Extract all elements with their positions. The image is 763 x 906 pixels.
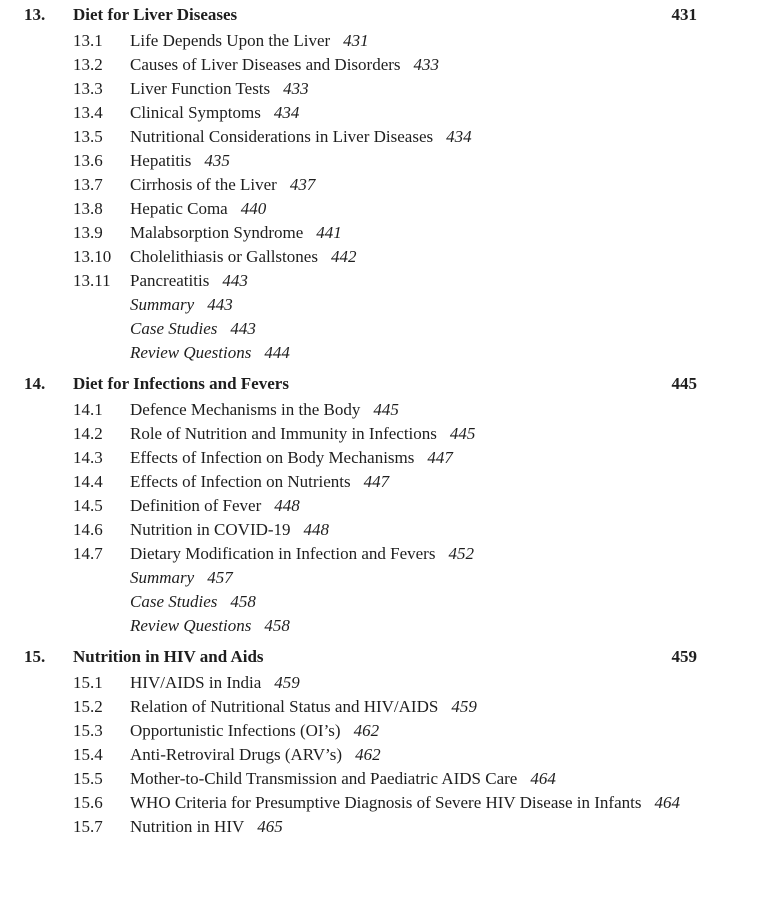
section-number: 15.5 [73, 769, 103, 788]
section-page-number: 464 [654, 793, 680, 812]
section-page-number: 458 [264, 616, 290, 635]
section-title-block [130, 29, 697, 53]
section-number: 13.6 [73, 151, 103, 170]
section-page-number: 434 [446, 127, 472, 146]
section-title: Pancreatitis [130, 271, 210, 290]
toc-entry-row [73, 446, 697, 470]
toc-entry-row [73, 470, 697, 494]
section-page-number: 448 [274, 496, 300, 515]
section-page-number: 433 [283, 79, 309, 98]
section-number: 13.4 [73, 103, 103, 122]
section-page-number: 431 [343, 31, 369, 50]
toc-entry-row [130, 566, 697, 590]
section-title-block [130, 695, 697, 719]
toc-entry-row [73, 542, 697, 566]
section-title: Opportunistic Infections (OI’s) [130, 721, 341, 740]
section-title-block [130, 791, 697, 815]
section-page-number: 459 [451, 697, 477, 716]
section-number: 13.11 [73, 271, 111, 290]
section-title: Case Studies [130, 319, 218, 338]
toc-entry-row [73, 518, 697, 542]
toc-entry-row [73, 815, 697, 839]
chapter-title: Diet for Infections and Fevers [73, 374, 289, 393]
section-page-number: 447 [427, 448, 453, 467]
chapter-section [24, 3, 697, 365]
section-title: Cholelithiasis or Gallstones [130, 247, 318, 266]
section-number: 14.6 [73, 520, 103, 539]
section-page-number: 464 [530, 769, 556, 788]
section-title-block [130, 671, 697, 695]
toc-entry-row [73, 245, 697, 269]
toc-entry-row [130, 293, 697, 317]
section-title-block [130, 446, 697, 470]
section-number: 15.6 [73, 793, 103, 812]
section-number: 15.4 [73, 745, 103, 764]
toc-entry-row [73, 173, 697, 197]
chapter-heading-row [24, 372, 697, 396]
section-title-block [130, 149, 697, 173]
section-title-block [130, 815, 697, 839]
section-page-number: 442 [330, 247, 357, 266]
section-page-number: 441 [316, 223, 342, 242]
section-title: Review Questions [130, 616, 252, 635]
section-page-number: 440 [240, 199, 267, 218]
toc-entry-row [130, 614, 697, 638]
section-title: Nutritional Considerations in Liver Diseases [130, 127, 434, 146]
toc-entry-row [130, 590, 697, 614]
toc-entry-row [73, 398, 697, 422]
section-title-block [130, 422, 697, 446]
section-title: Definition of Fever [130, 496, 262, 515]
section-title-block [130, 269, 697, 293]
toc-entry-row [73, 743, 697, 767]
section-number: 15.2 [73, 697, 103, 716]
toc-entry-row [73, 719, 697, 743]
section-title-block [130, 173, 697, 197]
section-title: Anti-Retroviral Drugs (ARV’s) [130, 745, 343, 764]
section-title-block [130, 53, 697, 77]
toc-entry-row [130, 341, 697, 365]
section-page-number: 445 [373, 400, 399, 419]
chapter-title: Nutrition in HIV and Aids [73, 647, 264, 666]
toc-entry-row [73, 53, 697, 77]
chapter-heading-row [24, 645, 697, 669]
section-page-number: 462 [355, 745, 381, 764]
section-number: 14.7 [73, 544, 103, 563]
section-number: 13.7 [73, 175, 103, 194]
toc-entry-row [73, 197, 697, 221]
section-title: Mother-to-Child Transmission and Paediatric AIDS Care [130, 769, 518, 788]
section-title-block [130, 245, 697, 269]
section-title-block [130, 566, 697, 590]
section-title: Review Questions [130, 343, 252, 362]
toc-entry-row [73, 791, 697, 815]
section-number: 13.8 [73, 199, 103, 218]
section-page-number: 458 [230, 592, 256, 611]
chapter-number: 15. [24, 647, 46, 666]
toc-entry-row [73, 101, 697, 125]
section-page-number: 445 [449, 424, 476, 443]
section-title-block [130, 221, 697, 245]
chapter-section [24, 645, 697, 839]
toc-entry-row [73, 695, 697, 719]
chapter-page-number: 459 [671, 647, 697, 666]
section-title: Liver Function Tests [130, 79, 271, 98]
toc-entry-row [73, 494, 697, 518]
section-title-block [130, 293, 697, 317]
section-title-block [130, 77, 697, 101]
section-page-number: 447 [363, 472, 390, 491]
section-title: Effects of Infection on Nutrients [130, 472, 351, 491]
section-title: Causes of Liver Diseases and Disorders [130, 55, 401, 74]
section-page-number: 462 [353, 721, 380, 740]
chapter-number: 14. [24, 374, 46, 393]
section-title: Summary [130, 295, 195, 314]
section-page-number: 437 [289, 175, 316, 194]
section-title: HIV/AIDS in India [130, 673, 262, 692]
toc-entry-row [73, 77, 697, 101]
section-page-number: 465 [257, 817, 283, 836]
section-number: 13.1 [73, 31, 103, 50]
section-title-block [130, 341, 697, 365]
section-title: Malabsorption Syndrome [130, 223, 304, 242]
section-title: Effects of Infection on Body Mechanisms [130, 448, 415, 467]
toc-entry-row [73, 29, 697, 53]
toc-entry-row [73, 269, 697, 293]
section-page-number: 457 [207, 568, 233, 587]
section-title: Dietary Modification in Infection and Fevers [130, 544, 436, 563]
chapter-title: Diet for Liver Diseases [73, 5, 238, 24]
section-page-number: 459 [274, 673, 300, 692]
section-title-block [130, 767, 697, 791]
section-title-block [130, 542, 697, 566]
section-title-block [130, 398, 697, 422]
section-number: 13.5 [73, 127, 103, 146]
toc-entry-row [73, 221, 697, 245]
toc-entry-row [130, 317, 697, 341]
section-title: Hepatic Coma [130, 199, 228, 218]
section-title-block [130, 590, 697, 614]
section-number: 15.7 [73, 817, 103, 836]
section-page-number: 452 [448, 544, 474, 563]
section-title: Hepatitis [130, 151, 192, 170]
section-title-block [130, 518, 697, 542]
section-number: 13.2 [73, 55, 103, 74]
section-page-number: 444 [264, 343, 290, 362]
section-title: Nutrition in HIV [130, 817, 245, 836]
chapter-page-number: 431 [671, 5, 697, 24]
section-number: 13.10 [73, 247, 112, 266]
section-title-block [130, 719, 697, 743]
chapter-section [24, 372, 697, 638]
toc-entry-row [73, 671, 697, 695]
section-page-number: 434 [273, 103, 300, 122]
section-title-block [130, 317, 697, 341]
section-title-block [130, 614, 697, 638]
section-number: 15.3 [73, 721, 103, 740]
section-title-block [130, 101, 697, 125]
section-number: 13.9 [73, 223, 103, 242]
section-number: 14.2 [73, 424, 103, 443]
section-page-number: 443 [230, 319, 256, 338]
section-title: WHO Criteria for Presumptive Diagnosis of Severe HIV Disease in Infants [130, 793, 642, 812]
section-title-block [130, 743, 697, 767]
section-title-block [130, 470, 697, 494]
section-page-number: 435 [204, 151, 230, 170]
chapter-number: 13. [24, 5, 46, 24]
section-number: 14.5 [73, 496, 103, 515]
section-title: Summary [130, 568, 195, 587]
section-title: Nutrition in COVID-19 [130, 520, 291, 539]
section-page-number: 448 [303, 520, 330, 539]
section-number: 15.1 [73, 673, 103, 692]
section-number: 14.3 [73, 448, 103, 467]
toc-entry-row [73, 125, 697, 149]
toc-entry-row [73, 149, 697, 173]
section-page-number: 433 [413, 55, 440, 74]
section-page-number: 443 [207, 295, 233, 314]
section-title-block [130, 125, 697, 149]
chapter-page-number: 445 [671, 374, 697, 393]
section-number: 14.4 [73, 472, 103, 491]
section-page-number: 443 [222, 271, 248, 290]
toc-entry-row [73, 767, 697, 791]
chapter-heading-row [24, 3, 697, 27]
section-title: Defence Mechanisms in the Body [130, 400, 361, 419]
section-title-block [130, 197, 697, 221]
section-title: Relation of Nutritional Status and HIV/AIDS [130, 697, 439, 716]
toc-entry-row [73, 422, 697, 446]
section-title-block [130, 494, 697, 518]
section-title: Role of Nutrition and Immunity in Infections [130, 424, 437, 443]
section-number: 13.3 [73, 79, 103, 98]
section-number: 14.1 [73, 400, 103, 419]
section-title: Clinical Symptoms [130, 103, 261, 122]
section-title: Life Depends Upon the Liver [130, 31, 331, 50]
section-title: Cirrhosis of the Liver [130, 175, 277, 194]
section-title: Case Studies [130, 592, 218, 611]
